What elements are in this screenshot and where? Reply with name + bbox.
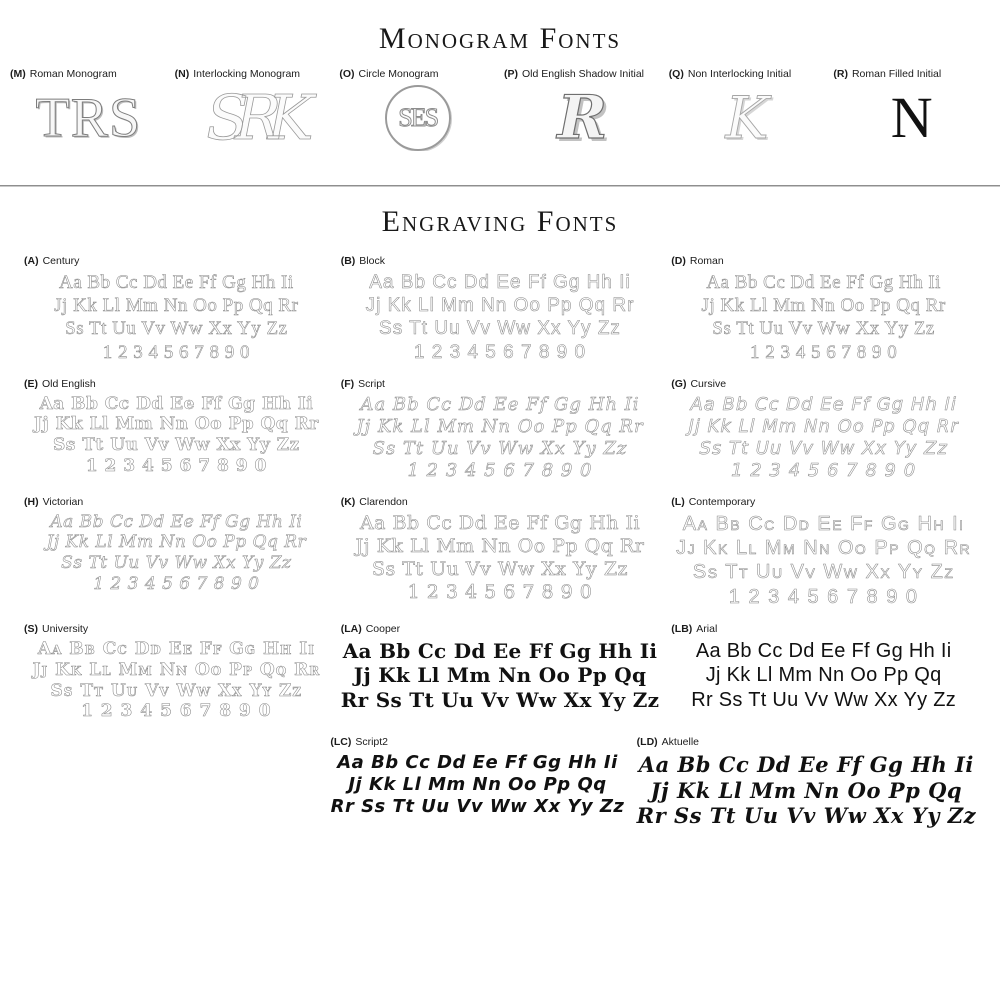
engraving-item-label (671, 378, 976, 390)
engraving-item-name: Block (359, 255, 385, 267)
engraving-sample-line: Aa Bb Cc Dd Ee Ff Gg Hh Ii (359, 511, 641, 534)
engraving-item[interactable] (665, 623, 982, 736)
engraving-item-name: Script2 (355, 736, 389, 748)
engraving-sample-line: Aa Bb Cc Dd Ee Ff Gg Hh Ii (37, 639, 315, 660)
monogram-glyph: SES (385, 85, 451, 151)
monogram-item-code: (Q) (668, 68, 684, 80)
monogram-sample (504, 81, 661, 151)
engraving-item-code: (S) (24, 623, 38, 636)
engraving-item-code: (LA) (340, 623, 362, 636)
engraving-sample-line: Jj Kk Ll Mm Nn Oo Pp Qq Rr (356, 415, 644, 437)
engraving-item[interactable] (335, 496, 666, 624)
monogram-section (0, 0, 1000, 185)
engraving-item-name: Roman (689, 255, 724, 267)
engraving-item[interactable] (665, 255, 982, 378)
engraving-item-label (671, 255, 976, 267)
engraving-item-label (24, 378, 329, 390)
engraving-sample-line: Rr Ss Tt Uu Vv Ww Xx Yy Zz (636, 803, 976, 829)
engraving-sample-grid (0, 239, 1000, 736)
engraving-item-code: (L) (671, 495, 685, 508)
engraving-sample-line: 1 2 3 4 5 6 7 8 9 0 (728, 585, 919, 608)
monogram-item[interactable] (171, 68, 336, 151)
engraving-item[interactable] (324, 736, 630, 843)
engraving-sample-line: 1 2 3 4 5 6 7 8 9 0 (407, 459, 593, 481)
engraving-sample-line: Jj Kk Ll Mm Nn Oo Pp Qq Rr (676, 536, 972, 559)
engraving-sample (341, 394, 660, 482)
engraving-section (0, 187, 1000, 843)
engraving-sample-line: Jj Kk Ll Mm Nn Oo Pp Qq (353, 663, 647, 688)
engraving-sample-line: Jj Kk Ll Mm Nn Oo Pp Qq (348, 773, 607, 795)
engraving-item-name: Contemporary (688, 495, 756, 508)
engraving-item-code: (LB) (671, 623, 693, 636)
monogram-section-title: Monogram Fonts (378, 22, 622, 55)
engraving-sample-line: 1 2 3 4 5 6 7 8 9 0 (93, 573, 260, 594)
engraving-sample-line: 1 2 3 4 5 6 7 8 9 0 (102, 341, 250, 363)
engraving-item-label (341, 496, 660, 508)
engraving-sample-line: Jj Kk Ll Mm Nn Oo Pp Qq (705, 664, 942, 687)
monogram-glyph: N (890, 84, 933, 150)
engraving-item-code: (K) (340, 495, 356, 508)
engraving-sample (671, 271, 976, 364)
engraving-item-name: Arial (696, 623, 718, 636)
monogram-glyph: R (557, 82, 608, 151)
engraving-sample-line: Jj Kk Ll Mm Nn Oo Pp Qq (650, 777, 963, 803)
engraving-sample-line: 1 2 3 4 5 6 7 8 9 0 (407, 581, 593, 604)
engraving-item-label (330, 736, 624, 748)
engraving-sample (341, 512, 660, 605)
engraving-item-name: University (42, 623, 89, 636)
monogram-item-label (504, 68, 661, 81)
engraving-sample-line: Rr Ss Tt Uu Vv Ww Xx Yy Zz (691, 688, 957, 711)
engraving-sample-line: Ss Tt Uu Vv Ww Xx Yy Zz (372, 437, 628, 459)
monogram-item-code: (N) (174, 68, 190, 80)
engraving-sample-line: Aa Bb Cc Dd Ee Ff Gg Hh Ii (706, 272, 941, 293)
engraving-sample-line: 1 2 3 4 5 6 7 8 9 0 (750, 341, 898, 363)
monogram-item-name: Roman Monogram (29, 68, 117, 80)
monogram-sample (339, 81, 496, 151)
monogram-item[interactable] (665, 68, 830, 151)
engraving-sample-line: Jj Kk Ll Mm Nn Oo Pp Qq Rr (32, 659, 321, 680)
engraving-item[interactable] (18, 255, 335, 378)
engraving-sample-line: Ss Tt Uu Vv Ww Xx Yy Zz (699, 437, 948, 459)
engraving-sample-line: Aa Bb Cc Dd Ee Ff Gg Hh Ii (695, 640, 952, 663)
engraving-sample (24, 512, 329, 595)
monogram-glyph: TRS (35, 86, 142, 149)
engraving-item-name: Victorian (42, 495, 84, 508)
engraving-sample-line: Jj Kk Ll Mm Nn Oo Pp Qq Rr (365, 295, 635, 317)
engraving-sample-line: Ss Tt Uu Vv Ww Xx Yy Zz (61, 552, 292, 573)
engraving-sample-line: Ss Tt Uu Vv Ww Xx Yy Zz (371, 557, 629, 580)
engraving-sample (24, 394, 329, 477)
grid-spacer (18, 736, 168, 843)
engraving-item[interactable] (18, 378, 335, 496)
monogram-sample (10, 81, 167, 151)
engraving-item-code: (G) (671, 377, 687, 390)
engraving-item-name: Clarendon (359, 495, 408, 508)
engraving-item-name: Century (42, 255, 80, 267)
engraving-sample-line: Ss Tt Uu Vv Ww Xx Yy Zz (692, 561, 955, 584)
monogram-glyph: SRK (206, 80, 300, 151)
engraving-item-label (24, 623, 329, 635)
monogram-item[interactable] (6, 68, 171, 151)
engraving-item-code: (D) (671, 255, 686, 267)
engraving-sample-line: Jj Kk Ll Mm Nn Oo Pp Qq Rr (33, 414, 319, 435)
engraving-sample-line: Aa Bb Cc Dd Ee Ff Gg Hh Ii (369, 272, 631, 293)
engraving-item-code: (LD) (636, 736, 658, 748)
engraving-item-label (24, 496, 329, 508)
engraving-item[interactable] (18, 623, 335, 736)
engraving-sample-line: Jj Kk Ll Mm Nn Oo Pp Qq Rr (688, 415, 959, 437)
engraving-sample (341, 639, 660, 712)
engraving-sample (24, 639, 329, 722)
engraving-item-label (671, 623, 976, 635)
engraving-sample (330, 752, 624, 818)
engraving-sample-line: Ss Tt Uu Vv Ww Xx Yy Zz (379, 318, 621, 340)
engraving-sample-line: 1 2 3 4 5 6 7 8 9 0 (731, 459, 917, 481)
engraving-sample (341, 271, 660, 364)
monogram-item-name: Roman Filled Initial (851, 68, 942, 80)
monogram-item[interactable] (829, 68, 994, 151)
monogram-item-label (833, 68, 990, 81)
monogram-sample (175, 81, 332, 151)
engraving-sample-line: Ss Tt Uu Vv Ww Xx Yy Zz (65, 318, 288, 340)
engraving-item-name: Cooper (365, 623, 401, 636)
engraving-item-name: Cursive (690, 377, 727, 390)
monogram-item-label (175, 68, 332, 81)
engraving-sample-line: Rr Ss Tt Uu Vv Ww Xx Yy Zz (330, 795, 625, 817)
monogram-item-label (669, 68, 826, 81)
engraving-item-label (24, 255, 329, 267)
engraving-sample-line: Aa Bb Cc Dd Ee Ff Gg Hh Ii (638, 752, 974, 777)
engraving-sample-line: Aa Bb Cc Dd Ee Ff Gg Hh Ii (342, 639, 658, 664)
monogram-item-code: (R) (833, 68, 848, 80)
engraving-item-code: (B) (340, 255, 356, 267)
engraving-sample (671, 639, 976, 712)
engraving-item-code: (E) (24, 377, 38, 390)
monogram-sample-row (0, 56, 1000, 151)
monogram-item-label (339, 68, 496, 81)
engraving-item[interactable] (631, 736, 982, 843)
engraving-sample-line: Aa Bb Cc Dd Ee Ff Gg Hh Ii (682, 512, 965, 535)
monogram-item-name: Interlocking Monogram (193, 68, 301, 80)
engraving-item[interactable] (665, 378, 982, 496)
engraving-item-code: (F) (340, 377, 355, 390)
monogram-item[interactable] (500, 68, 665, 151)
engraving-sample (671, 512, 976, 610)
engraving-sample-line: Ss Tt Uu Vv Ww Xx Yy Zz (53, 435, 300, 456)
engraving-item-label (341, 623, 660, 635)
engraving-item[interactable] (335, 255, 666, 378)
engraving-sample-line: Aa Bb Cc Dd Ee Ff Gg Hh Ii (39, 393, 314, 414)
engraving-sample-line: Jj Kk Ll Mm Nn Oo Pp Qq Rr (355, 534, 645, 557)
engraving-item-label (341, 378, 660, 390)
monogram-item-name: Non Interlocking Initial (687, 68, 792, 80)
engraving-sample-line: Aa Bb Cc Dd Ee Ff Gg Hh Ii (59, 272, 294, 293)
engraving-item-code: (LC) (330, 736, 352, 748)
engraving-item[interactable] (335, 623, 666, 736)
engraving-item[interactable] (335, 378, 666, 496)
engraving-item[interactable] (665, 496, 982, 624)
engraving-sample-line: Ss Tt Uu Vv Ww Xx Yy Zz (712, 318, 935, 340)
engraving-sample-line: Aa Bb Cc Dd Ee Ff Gg Hh Ii (337, 752, 618, 773)
engraving-item-label (341, 255, 660, 267)
engraving-sample-line: Jj Kk Ll Mm Nn Oo Pp Qq Rr (54, 295, 299, 317)
engraving-item-name: Aktuelle (661, 736, 700, 748)
monogram-item-code: (M) (10, 68, 26, 80)
engraving-item-name: Old English (42, 377, 96, 390)
engraving-item-label (637, 736, 976, 748)
engraving-sample-line: 1 2 3 4 5 6 7 8 9 0 (413, 341, 587, 363)
monogram-item[interactable] (335, 68, 500, 151)
engraving-item-name: Script (358, 377, 385, 390)
engraving-sample-line: Aa Bb Cc Dd Ee Ff Gg Hh Ii (360, 393, 640, 415)
engraving-sample-line: Ss Tt Uu Vv Ww Xx Yy Zz (50, 680, 303, 701)
engraving-item-code: (H) (24, 495, 39, 508)
monogram-item-code: (O) (339, 68, 355, 80)
engraving-sample-line: Rr Ss Tt Uu Vv Ww Xx Yy Zz (340, 687, 660, 712)
engraving-sample (637, 752, 976, 829)
monogram-item-name: Circle Monogram (358, 68, 439, 80)
monogram-glyph: K (725, 83, 769, 151)
engraving-sample-line: 1 2 3 4 5 6 7 8 9 0 (81, 701, 272, 722)
engraving-item[interactable] (18, 496, 335, 624)
monogram-sample (833, 81, 990, 151)
monogram-item-code: (P) (504, 68, 519, 80)
monogram-item-label (10, 68, 167, 81)
engraving-sample-line: Aa Bb Cc Dd Ee Ff Gg Hh Ii (50, 511, 303, 532)
engraving-item-label (671, 496, 976, 508)
engraving-sample (671, 394, 976, 482)
engraving-sample-line: Jj Kk Ll Mm Nn Oo Pp Qq Rr (701, 295, 946, 317)
monogram-item-name: Old English Shadow Initial (522, 68, 645, 80)
engraving-sample-line: Jj Kk Ll Mm Nn Oo Pp Qq Rr (46, 532, 307, 553)
engraving-sample-line: Aa Bb Cc Dd Ee Ff Gg Hh Ii (690, 393, 957, 415)
engraving-section-title: Engraving Fonts (381, 205, 619, 238)
engraving-sample (24, 271, 329, 364)
monogram-sample (669, 81, 826, 151)
engraving-sample-line: 1 2 3 4 5 6 7 8 9 0 (85, 455, 267, 476)
engraving-item-code: (A) (24, 255, 39, 267)
engraving-sample-grid-bottom (0, 736, 1000, 843)
